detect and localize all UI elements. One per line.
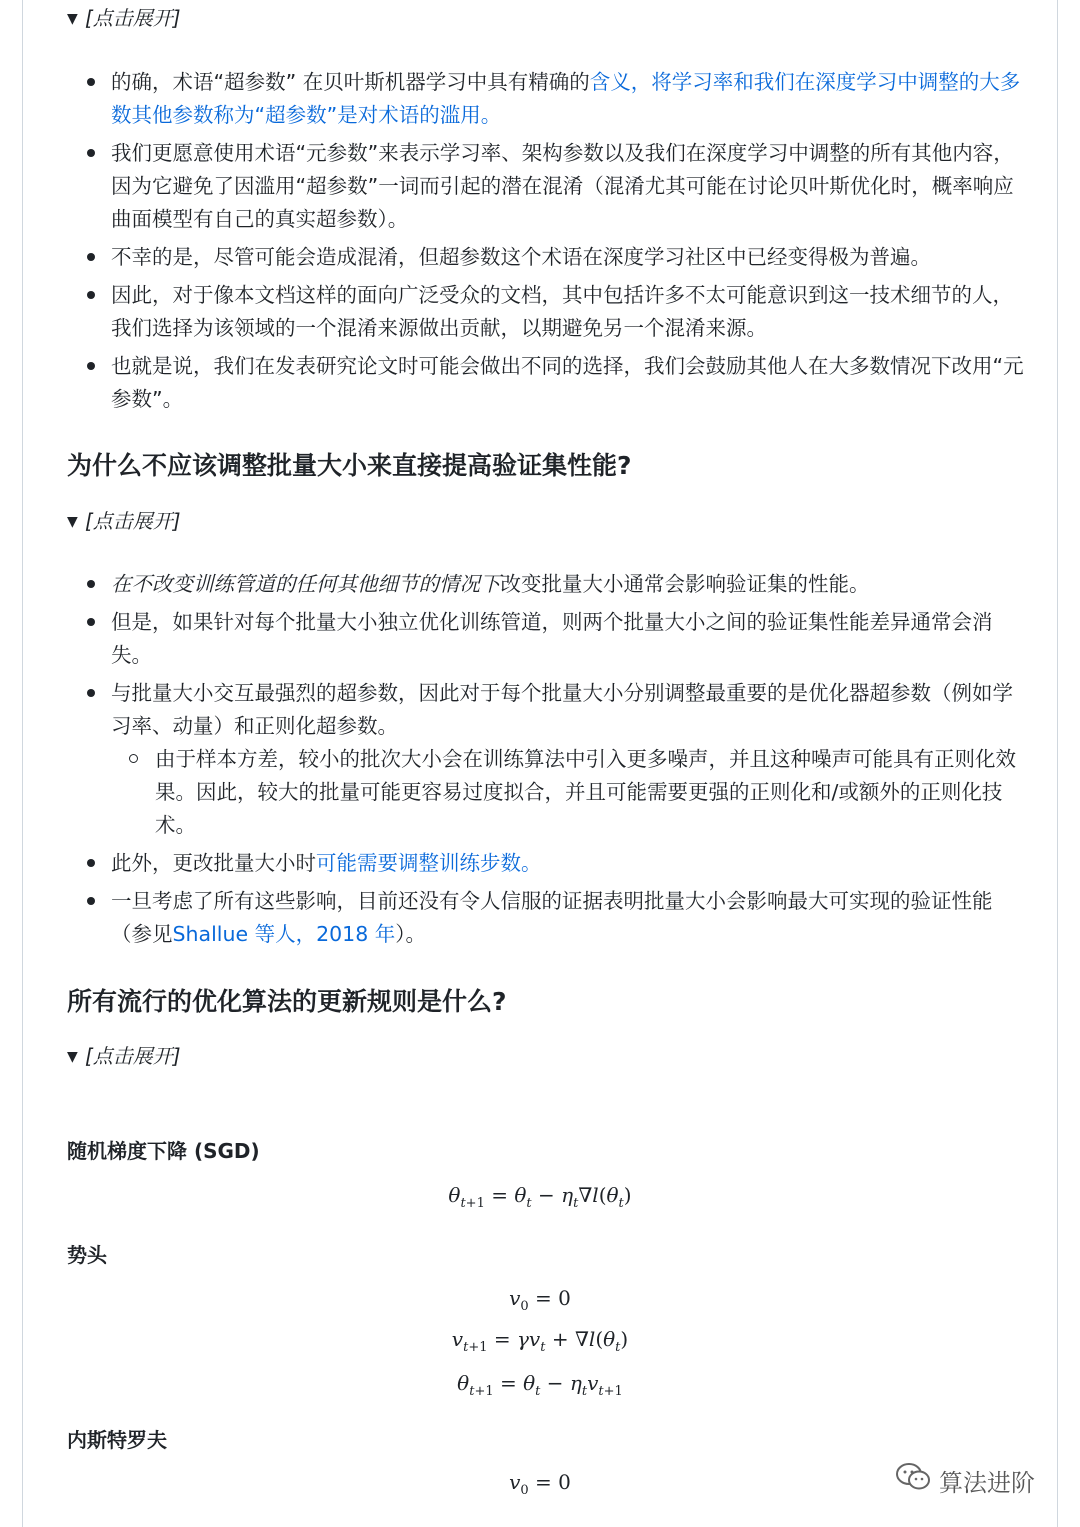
section1-list bbox=[67, 66, 1027, 421]
list-item: 因此，对于像本文档这样的面向广泛受众的文档，其中包括许多不太可能意识到这一技术细节的人，我们选择为该领域的一个混淆来源做出贡献，以期避免另一个混淆来源。 bbox=[67, 279, 1027, 345]
citation-link[interactable]: Shallue 等人，2018 年 bbox=[172, 922, 396, 946]
link[interactable]: 可能需要调整训练步数。 bbox=[316, 851, 542, 875]
details-summary[interactable]: ▼ [点击展开] bbox=[67, 505, 181, 537]
section-heading: 为什么不应该调整批量大小来直接提高验证集性能? bbox=[67, 451, 632, 480]
list-item: 此外，更改批量大小时可能需要调整训练步数。 bbox=[67, 847, 1027, 880]
wechat-icon bbox=[895, 1462, 931, 1498]
list-item: 的确，术语“超参数” 在贝叶斯机器学习中具有精确的含义，将学习率和我们在深度学习中调整的大多数其他参数称为“超参数”是对术语的滥用。 bbox=[67, 66, 1027, 132]
subsection-title: 内斯特罗夫 bbox=[67, 1428, 167, 1452]
formula: $\theta_{t+1} = \theta_t - \eta_t\nabla l(\theta_t)$ bbox=[448, 1183, 632, 1211]
triangle-down-icon: ▼ bbox=[67, 1049, 78, 1065]
sub-list bbox=[111, 743, 1027, 842]
link[interactable]: 含义，将学习率和我们在深度学习中调整的大多数其他参数称为“超参数”是对术语的滥用。 bbox=[111, 70, 1021, 127]
details-summary[interactable]: ▼ [点击展开] bbox=[67, 2, 181, 34]
formula: $\theta_{t+1} = \theta_t - \eta_tv_{t+1}$ bbox=[457, 1371, 623, 1399]
list-item: 也就是说，我们在发表研究论文时可能会做出不同的选择，我们会鼓励其他人在大多数情况下改用“元参数”。 bbox=[67, 350, 1027, 416]
list-item: 一旦考虑了所有这些影响，目前还没有令人信服的证据表明批量大小会影响最大可实现的验证性能（参见Shallue 等人，2018 年）。 bbox=[67, 885, 1027, 951]
formula: $v_0 = 0$ bbox=[509, 1286, 571, 1314]
list-item: 在不改变训练管道的任何其他细节的情况下改变批量大小通常会影响验证集的性能。 bbox=[67, 568, 1027, 601]
watermark: 算法进阶 bbox=[895, 1462, 1035, 1498]
section2-list bbox=[67, 568, 1027, 956]
triangle-down-icon: ▼ bbox=[67, 514, 78, 530]
section-heading: 所有流行的优化算法的更新规则是什么? bbox=[67, 987, 507, 1016]
formula: $v_0 = 0$ bbox=[509, 1470, 571, 1498]
sub-list-item: 由于样本方差，较小的批次大小会在训练算法中引入更多噪声，并且这种噪声可能具有正则化效果。因此，较大的批量可能更容易过度拟合，并且可能需要更强的正则化和/或额外的正则化技术。 bbox=[111, 743, 1027, 842]
formula: $v_{t+1} = \gamma v_t + \nabla l(\theta_t)$ bbox=[451, 1327, 629, 1355]
list-item: 但是，如果针对每个批量大小独立优化训练管道，则两个批量大小之间的验证集性能差异通常会消失。 bbox=[67, 606, 1027, 672]
list-item: 我们更愿意使用术语“元参数”来表示学习率、架构参数以及我们在深度学习中调整的所有其他内容，因为它避免了因滥用“超参数”一词而引起的潜在混淆（混淆尤其可能在讨论贝叶斯优化时，概率响应曲面模型有自己的真实超参数）。 bbox=[67, 137, 1027, 236]
list-item: 与批量大小交互最强烈的超参数，因此对于每个批量大小分别调整最重要的是优化器超参数（例如学习率、动量）和正则化超参数。 由于样本方差，较小的批次大小会在训练算法中引入更多噪声，并且这种噪声可能具有正则化效果。因此，较大的批量可能更容易过度拟合，并且可能需要更强的正则化和/或额外的正则化技术。 bbox=[67, 677, 1027, 842]
triangle-down-icon: ▼ bbox=[67, 11, 78, 27]
details-summary[interactable]: ▼ [点击展开] bbox=[67, 1040, 181, 1072]
list-item: 不幸的是，尽管可能会造成混淆，但超参数这个术语在深度学习社区中已经变得极为普遍。 bbox=[67, 241, 1027, 274]
subsection-title: 势头 bbox=[67, 1243, 107, 1267]
subsection-title: 随机梯度下降 (SGD) bbox=[67, 1139, 260, 1163]
